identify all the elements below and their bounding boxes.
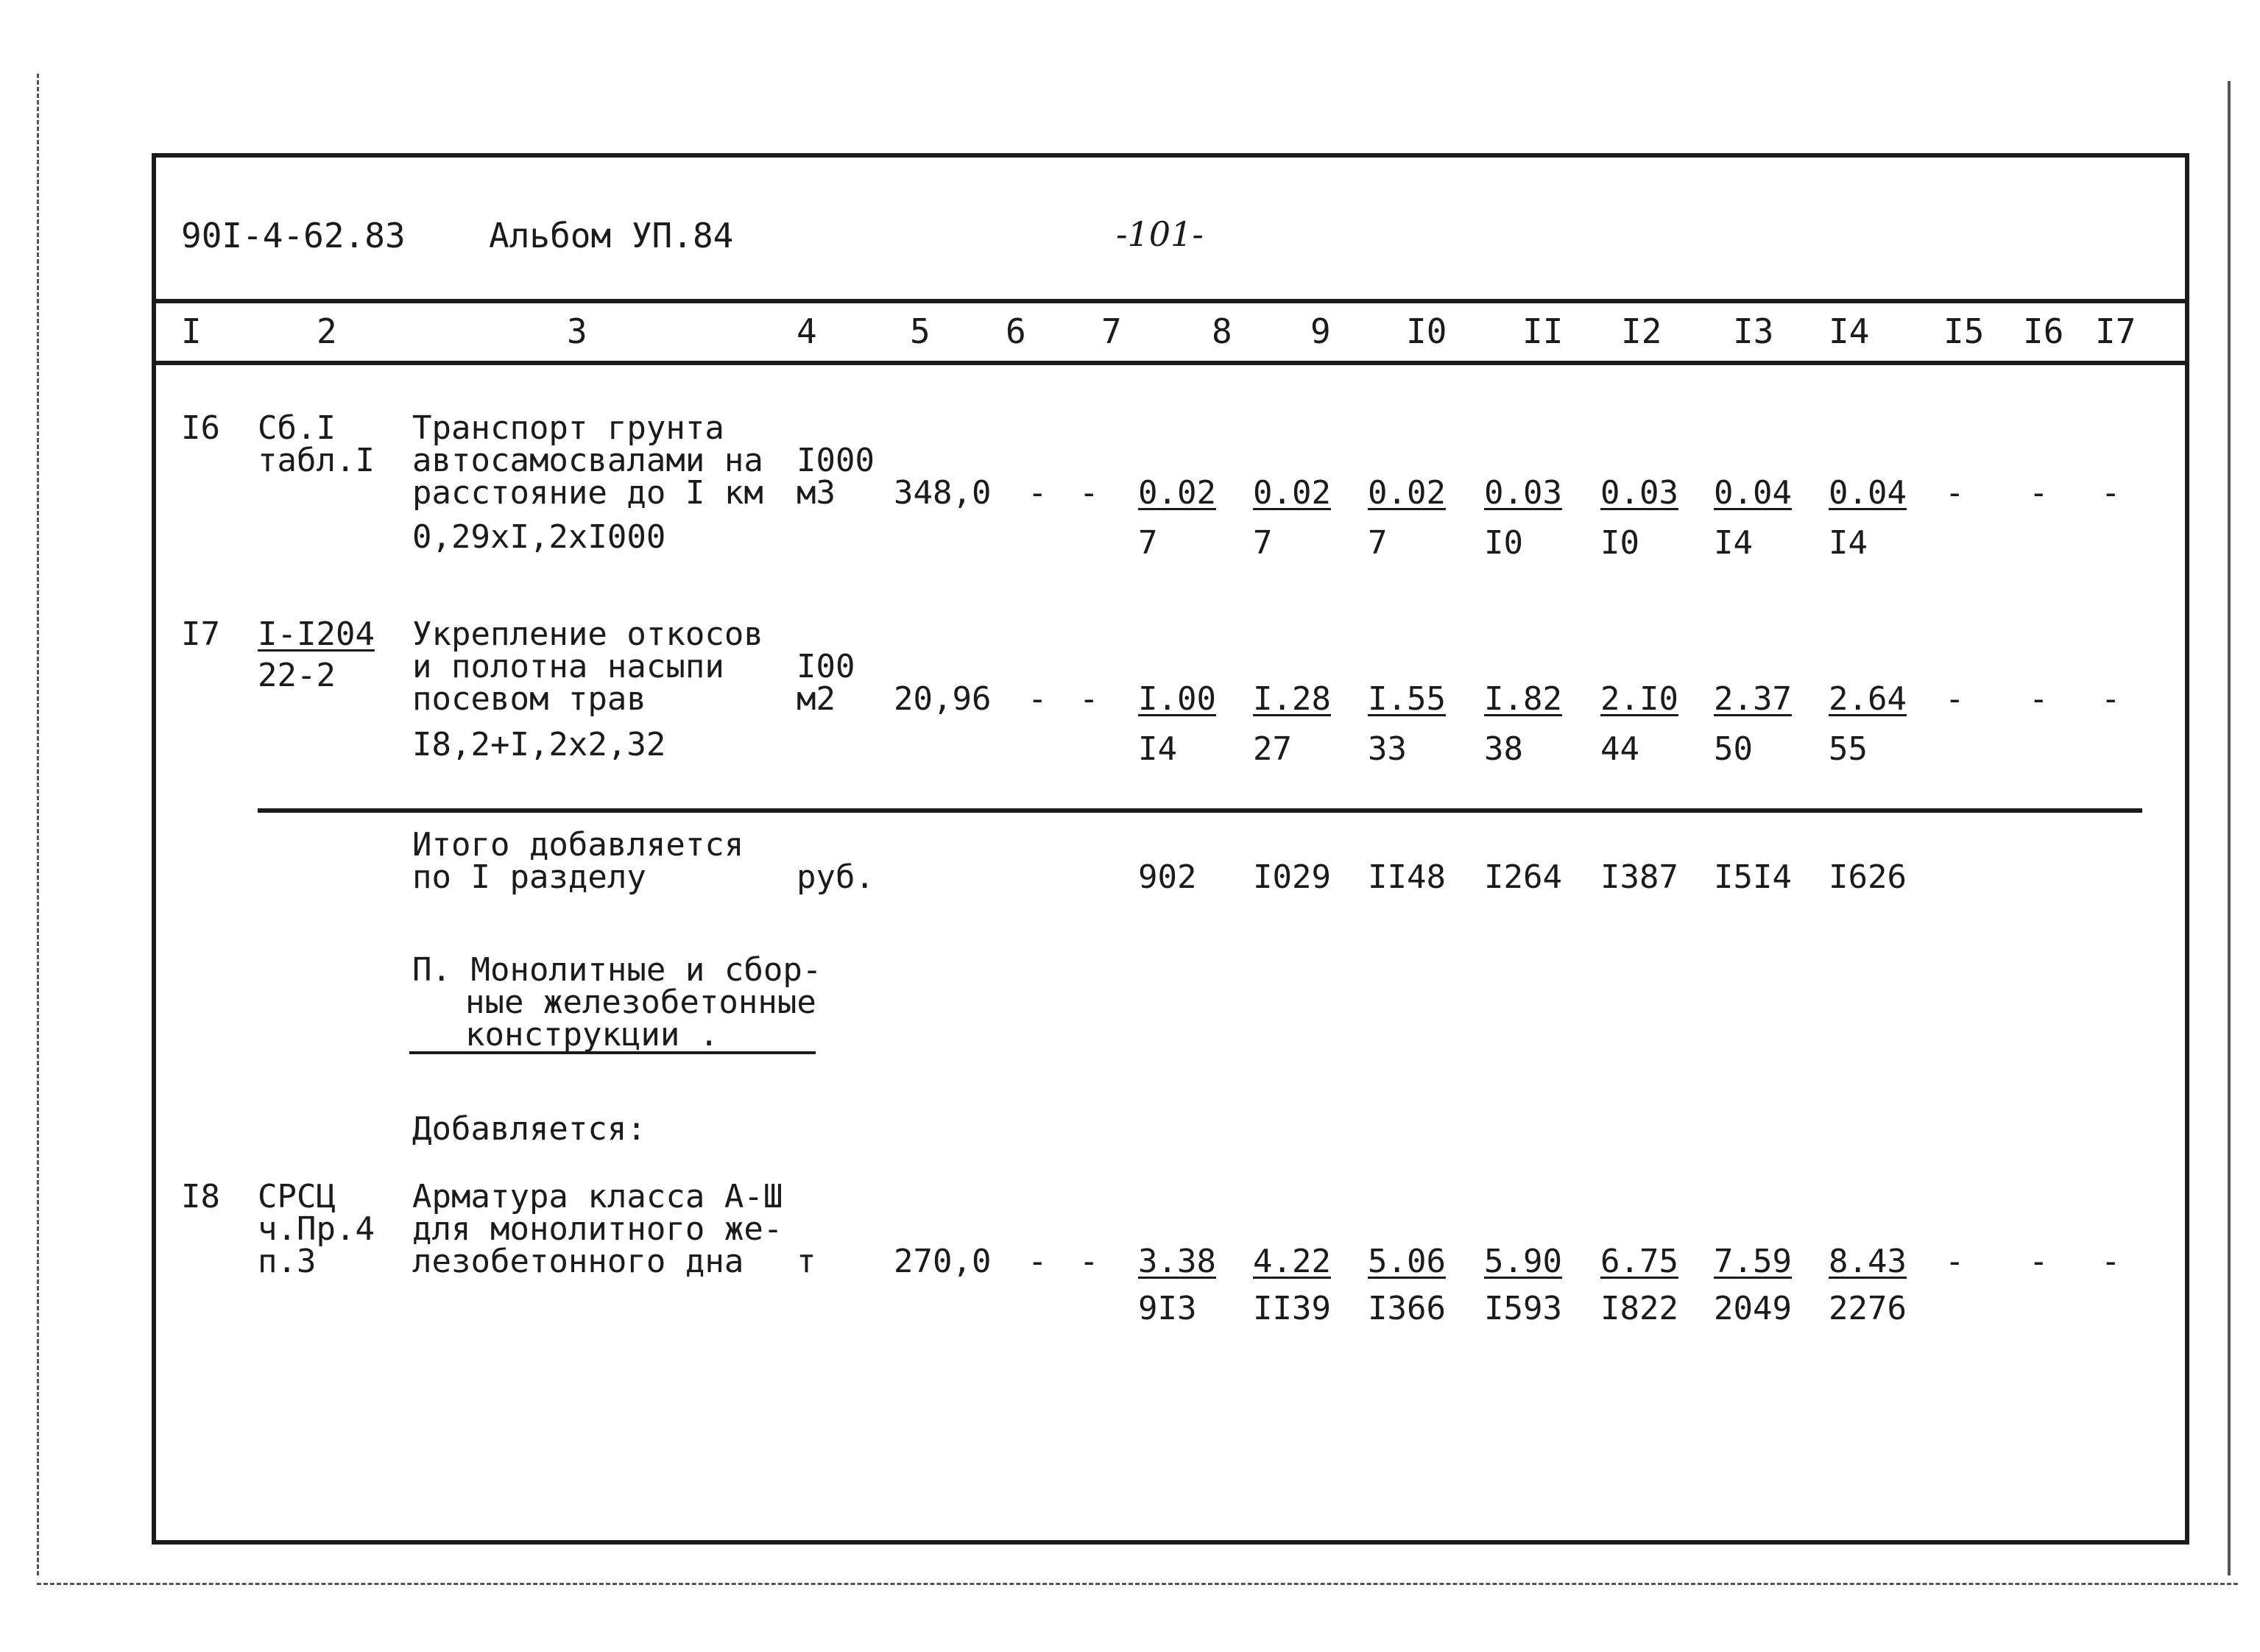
- row-description: Транспорт грунта: [412, 409, 724, 447]
- row-unit: м3: [797, 474, 836, 512]
- scan-edge-left: [37, 74, 39, 1575]
- row-col6: -: [1028, 474, 1048, 512]
- row-value-bottom: 50: [1714, 730, 1753, 768]
- row-col15: -: [1945, 1243, 1965, 1280]
- row-value-bottom: 33: [1368, 730, 1407, 768]
- col-header: I4: [1829, 311, 1870, 351]
- row-value-top: 0.04: [1714, 474, 1792, 512]
- row-col6: -: [1028, 1243, 1048, 1280]
- scan-edge-right: [2228, 81, 2231, 1575]
- row-value-top: 2.I0: [1600, 680, 1678, 718]
- row-value-top: 0.02: [1138, 474, 1216, 512]
- added-label: Добавляется:: [412, 1110, 646, 1148]
- subtotal-value: I387: [1600, 858, 1678, 896]
- row-value-bottom: 38: [1484, 730, 1523, 768]
- row-price: 348,0: [894, 474, 992, 512]
- row-value-bottom: I822: [1600, 1290, 1678, 1327]
- row-reference: СРСЦ: [258, 1178, 336, 1215]
- section-title: конструкции .: [465, 1016, 719, 1053]
- section-underline: [409, 1051, 816, 1054]
- col-header: I7: [2095, 311, 2136, 351]
- col-header: I6: [2023, 311, 2064, 351]
- row-formula: I8,2+I,2х2,32: [412, 726, 666, 763]
- row-reference: ч.Пр.4: [258, 1210, 375, 1248]
- row-value-top: 7.59: [1714, 1243, 1792, 1280]
- row-col6: -: [1028, 680, 1048, 718]
- section-title: П. Монолитные и сбор-: [412, 951, 822, 989]
- row-unit: т: [797, 1243, 816, 1280]
- row-number: I7: [181, 615, 220, 653]
- row-value-top: 6.75: [1600, 1243, 1678, 1280]
- subtotal-value: II48: [1368, 858, 1446, 896]
- album-title: Альбом УП.84: [489, 216, 734, 255]
- row-number: I6: [181, 409, 220, 447]
- row-value-bottom: II39: [1253, 1290, 1331, 1327]
- row-unit: м2: [797, 680, 836, 718]
- row-value-bottom: 27: [1253, 730, 1292, 768]
- row-description: и полотна насыпи: [412, 648, 724, 685]
- row-price: 20,96: [894, 680, 992, 718]
- row-col17: -: [2101, 474, 2121, 512]
- subtotal-label: по I разделу: [412, 858, 646, 896]
- scan-edge-bottom: [37, 1583, 2238, 1585]
- row-value-bottom: 44: [1600, 730, 1639, 768]
- row-value-top: 5.06: [1368, 1243, 1446, 1280]
- col-header: 5: [910, 311, 931, 351]
- row-col16: -: [2029, 1243, 2049, 1280]
- row-value-top: 0.02: [1368, 474, 1446, 512]
- col-header: I0: [1406, 311, 1447, 351]
- col-header: I: [181, 311, 202, 351]
- subtotal-value: 902: [1138, 858, 1197, 896]
- row-col17: -: [2101, 680, 2121, 718]
- subtotal-value: I5I4: [1714, 858, 1792, 896]
- row-value-bottom: I366: [1368, 1290, 1446, 1327]
- header-rule-top: [156, 299, 2185, 303]
- row-unit: I00: [797, 648, 855, 685]
- row-value-bottom: 7: [1138, 524, 1158, 562]
- col-header: I3: [1733, 311, 1774, 351]
- row-price: 270,0: [894, 1243, 992, 1280]
- subtotal-unit: руб.: [797, 858, 875, 896]
- row-formula: 0,29хI,2хI000: [412, 518, 666, 556]
- row-col16: -: [2029, 680, 2049, 718]
- row-value-bottom: I0: [1600, 524, 1639, 562]
- row-description: лезобетонного дна: [412, 1243, 744, 1280]
- subtotal-value: I626: [1829, 858, 1907, 896]
- col-header: 2: [317, 311, 337, 351]
- header-rule-bottom: [156, 361, 2185, 365]
- col-header: 8: [1212, 311, 1232, 351]
- col-header: II: [1522, 311, 1564, 351]
- row-col15: -: [1945, 680, 1965, 718]
- row-value-bottom: I4: [1829, 524, 1868, 562]
- row-description: Укрепление откосов: [412, 615, 763, 653]
- row-value-bottom: 9I3: [1138, 1290, 1197, 1327]
- row-value-top: 3.38: [1138, 1243, 1216, 1280]
- row-col16: -: [2029, 474, 2049, 512]
- row-value-top: 2.64: [1829, 680, 1907, 718]
- row-value-top: 2.37: [1714, 680, 1792, 718]
- row-col17: -: [2101, 1243, 2121, 1280]
- page-number: -101-: [1116, 214, 1204, 254]
- row-reference: табл.I: [258, 442, 375, 479]
- row-value-top: 0.03: [1484, 474, 1562, 512]
- row-col7: -: [1079, 1243, 1099, 1280]
- row-value-top: 0.03: [1600, 474, 1678, 512]
- row-description: для монолитного же-: [412, 1210, 783, 1248]
- row-value-top: I.00: [1138, 680, 1216, 718]
- col-header: 6: [1006, 311, 1026, 351]
- row-value-bottom: I4: [1138, 730, 1177, 768]
- row-description: посевом трав: [412, 680, 646, 718]
- row-reference: п.3: [258, 1243, 317, 1280]
- subtotal-value: I029: [1253, 858, 1331, 896]
- row-reference: 22-2: [258, 657, 336, 694]
- row-col15: -: [1945, 474, 1965, 512]
- row-value-top: I.82: [1484, 680, 1562, 718]
- row-value-bottom: 7: [1368, 524, 1388, 562]
- col-header: I2: [1621, 311, 1662, 351]
- col-header: 7: [1101, 311, 1122, 351]
- row-number: I8: [181, 1178, 220, 1215]
- row-value-bottom: I0: [1484, 524, 1523, 562]
- row-col7: -: [1079, 474, 1099, 512]
- subtotal-value: I264: [1484, 858, 1562, 896]
- document-code: 90I-4-62.83: [181, 216, 406, 255]
- col-header: 9: [1310, 311, 1331, 351]
- row-reference: Сб.I: [258, 409, 336, 447]
- row-unit: I000: [797, 442, 875, 479]
- row-value-bottom: 55: [1829, 730, 1868, 768]
- col-header: 4: [797, 311, 817, 351]
- row-value-bottom: 2276: [1829, 1290, 1907, 1327]
- row-col7: -: [1079, 680, 1099, 718]
- row-description: автосамосвалами на: [412, 442, 763, 479]
- row-value-bottom: 2049: [1714, 1290, 1792, 1327]
- row-value-top: I.28: [1253, 680, 1331, 718]
- row-value-top: 0.04: [1829, 474, 1907, 512]
- row-description: расстояние до I км: [412, 474, 763, 512]
- row-value-top: 0.02: [1253, 474, 1331, 512]
- row-value-top: 8.43: [1829, 1243, 1907, 1280]
- section-title: ные железобетонные: [465, 984, 816, 1021]
- col-header: 3: [567, 311, 587, 351]
- subtotal-rule: [258, 808, 2142, 813]
- row-value-top: 5.90: [1484, 1243, 1562, 1280]
- row-value-bottom: I593: [1484, 1290, 1562, 1327]
- subtotal-label: Итого добавляется: [412, 826, 744, 864]
- col-header: I5: [1943, 311, 1985, 351]
- row-reference: I-I204: [258, 615, 375, 653]
- row-value-top: 4.22: [1253, 1243, 1331, 1280]
- row-description: Арматура класса А-Ш: [412, 1178, 783, 1215]
- row-value-bottom: 7: [1253, 524, 1273, 562]
- row-value-top: I.55: [1368, 680, 1446, 718]
- row-value-bottom: I4: [1714, 524, 1753, 562]
